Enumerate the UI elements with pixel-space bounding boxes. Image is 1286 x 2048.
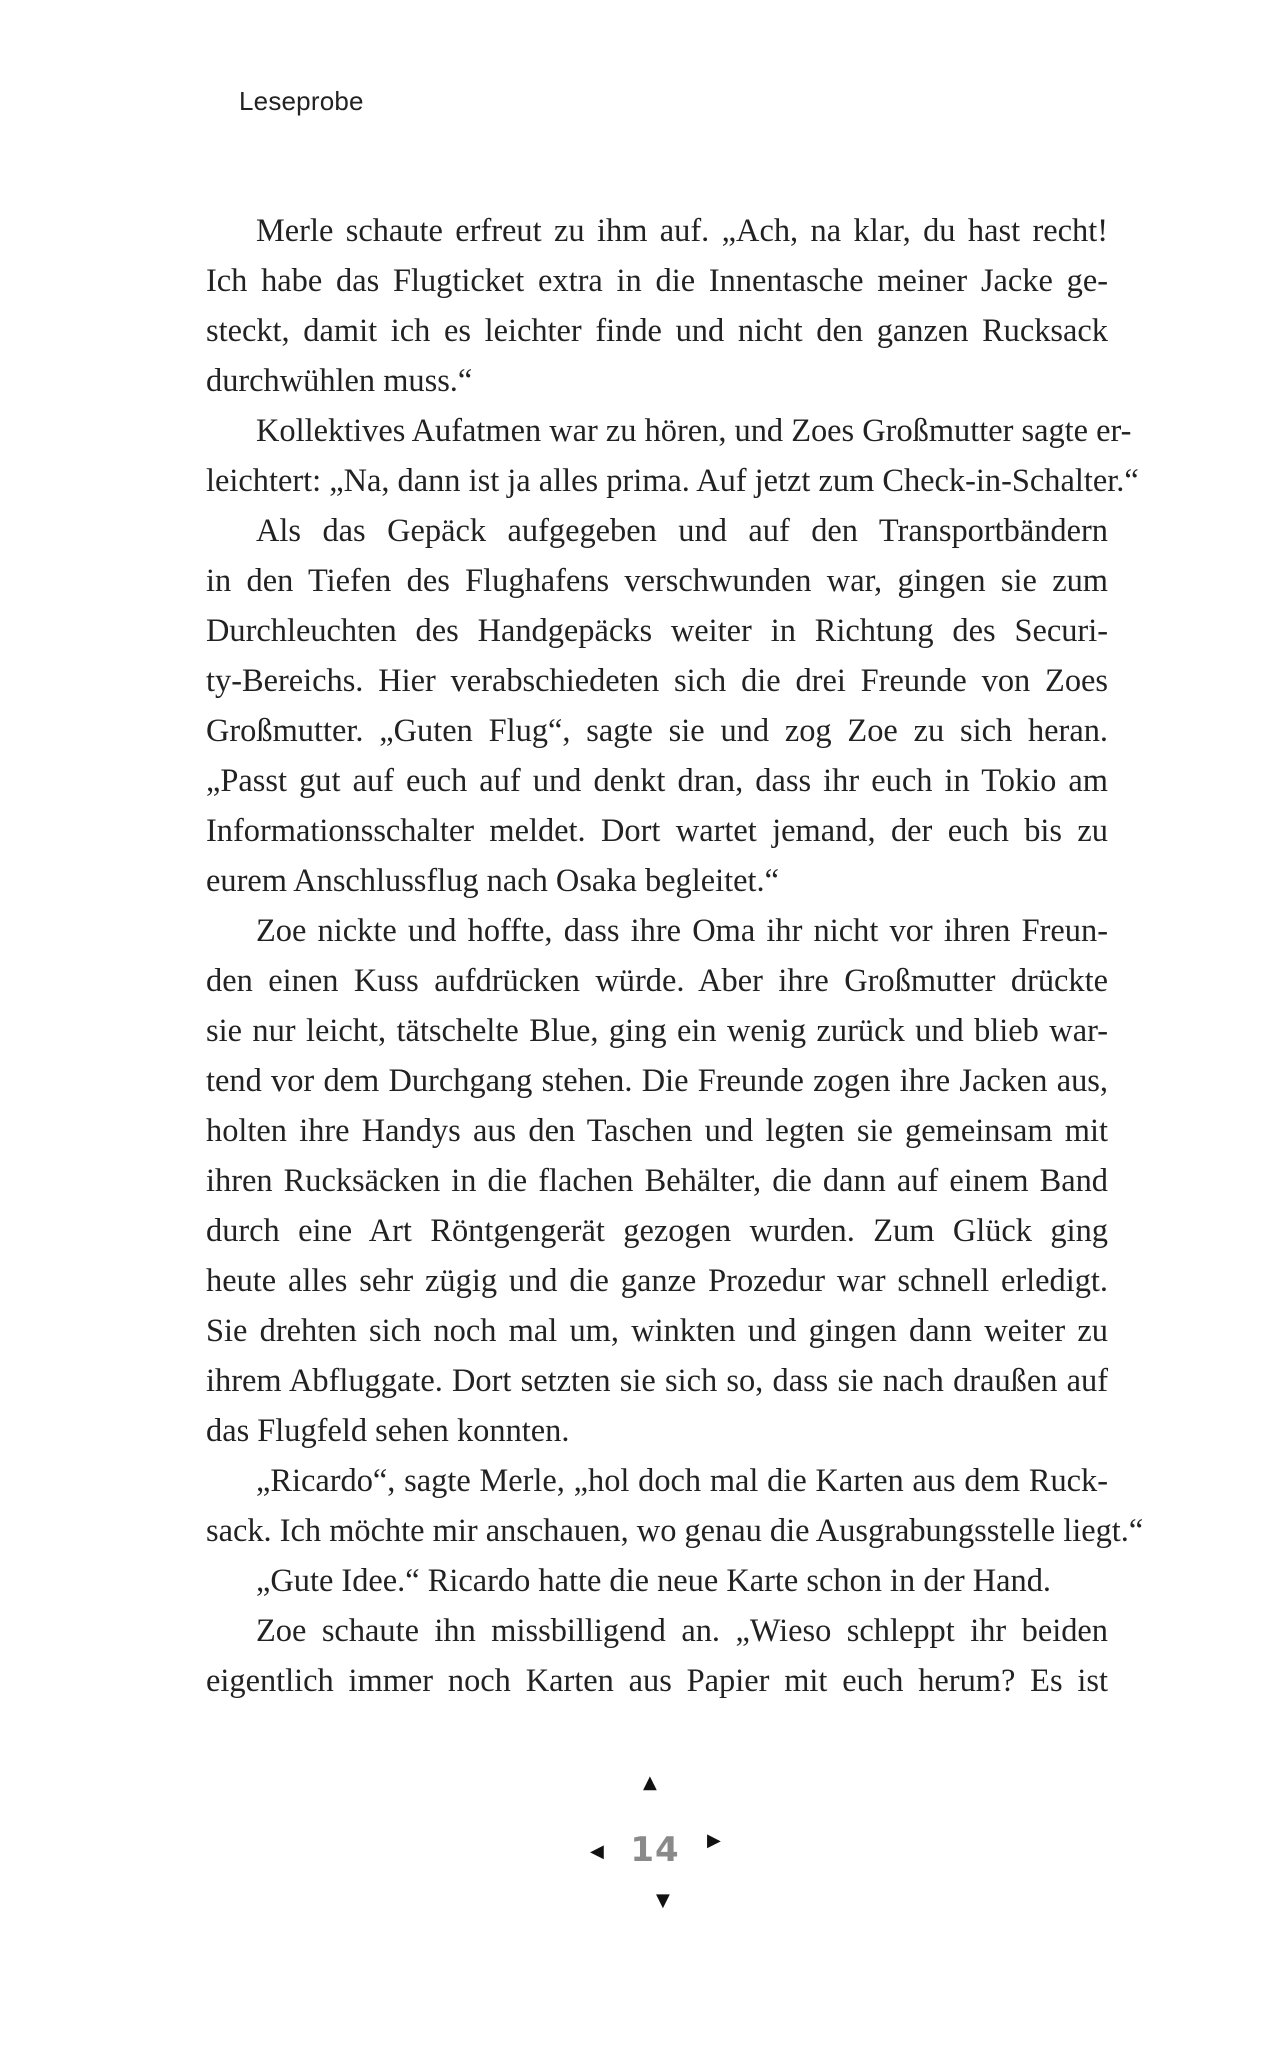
text-line: ihrem Abfluggate. Dort setzten sie sich so, dass sie nach draußen auf <box>206 1363 1108 1399</box>
down-arrow-icon: ▼ <box>656 1890 670 1911</box>
text-line: Großmutter. „Guten Flug“, sagte sie und zog Zoe zu sich heran. <box>206 713 1108 749</box>
page-number: 14 <box>630 1830 680 1870</box>
text-line: das Flugfeld sehen konnten. <box>206 1413 570 1449</box>
right-arrow-icon: ▶ <box>707 1830 721 1851</box>
page-number-ornament <box>590 1774 720 1914</box>
text-line: Durchleuchten des Handgepäcks weiter in Richtung des Securi- <box>206 613 1108 649</box>
text-line: sie nur leicht, tätschelte Blue, ging ein wenig zurück und blieb war- <box>206 1013 1108 1049</box>
text-line: „Ricardo“, sagte Merle, „hol doch mal die Karten aus dem Ruck- <box>256 1463 1108 1499</box>
text-line: Ich habe das Flugticket extra in die Innentasche meiner Jacke ge- <box>206 263 1108 299</box>
text-line: eigentlich immer noch Karten aus Papier mit euch herum? Es ist <box>206 1663 1108 1699</box>
body-text <box>206 206 1144 1706</box>
text-line: Zoe schaute ihn missbilligend an. „Wieso schleppt ihr beiden <box>256 1613 1108 1649</box>
running-header: Leseprobe <box>239 86 364 116</box>
text-line: leichtert: „Na, dann ist ja alles prima. Auf jetzt zum Check-in-Schalter.“ <box>206 463 1139 499</box>
text-line: steckt, damit ich es leichter finde und nicht den ganzen Rucksack <box>206 313 1108 349</box>
text-line: sack. Ich möchte mir anschauen, wo genau die Ausgrabungsstelle liegt.“ <box>206 1513 1144 1549</box>
text-line: heute alles sehr zügig und die ganze Prozedur war schnell erledigt. <box>206 1263 1108 1299</box>
text-line: Als das Gepäck aufgegeben und auf den Transportbändern <box>256 513 1108 549</box>
text-line: Merle schaute erfreut zu ihm auf. „Ach, na klar, du hast recht! <box>256 213 1108 249</box>
text-line: Sie drehten sich noch mal um, winkten und gingen dann weiter zu <box>206 1313 1108 1349</box>
text-line: „Passt gut auf euch auf und denkt dran, dass ihr euch in Tokio am <box>206 763 1108 799</box>
text-line: „Gute Idee.“ Ricardo hatte die neue Karte schon in der Hand. <box>256 1563 1052 1599</box>
text-line: den einen Kuss aufdrücken würde. Aber ihre Großmutter drückte <box>206 963 1108 999</box>
text-line: in den Tiefen des Flughafens verschwunden war, gingen sie zum <box>206 563 1108 599</box>
text-line: ty-Bereichs. Hier verabschiedeten sich die drei Freunde von Zoes <box>206 663 1108 699</box>
text-line: Kollektives Aufatmen war zu hören, und Zoes Großmutter sagte er- <box>256 413 1132 449</box>
text-line: tend vor dem Durchgang stehen. Die Freunde zogen ihre Jacken aus, <box>206 1063 1108 1099</box>
left-arrow-icon: ◀ <box>590 1841 604 1862</box>
text-line: holten ihre Handys aus den Taschen und legten sie gemeinsam mit <box>206 1113 1108 1149</box>
text-line: durch eine Art Röntgengerät gezogen wurden. Zum Glück ging <box>206 1213 1108 1249</box>
text-line: eurem Anschlussflug nach Osaka begleitet.“ <box>206 863 779 899</box>
up-arrow-icon: ▲ <box>643 1772 657 1793</box>
text-line: Zoe nickte und hoffte, dass ihre Oma ihr nicht vor ihren Freun- <box>256 913 1108 949</box>
text-line: Informationsschalter meldet. Dort wartet jemand, der euch bis zu <box>206 813 1108 849</box>
text-line: durchwühlen muss.“ <box>206 363 473 399</box>
text-line: ihren Rucksäcken in die flachen Behälter, die dann auf einem Band <box>206 1163 1108 1199</box>
